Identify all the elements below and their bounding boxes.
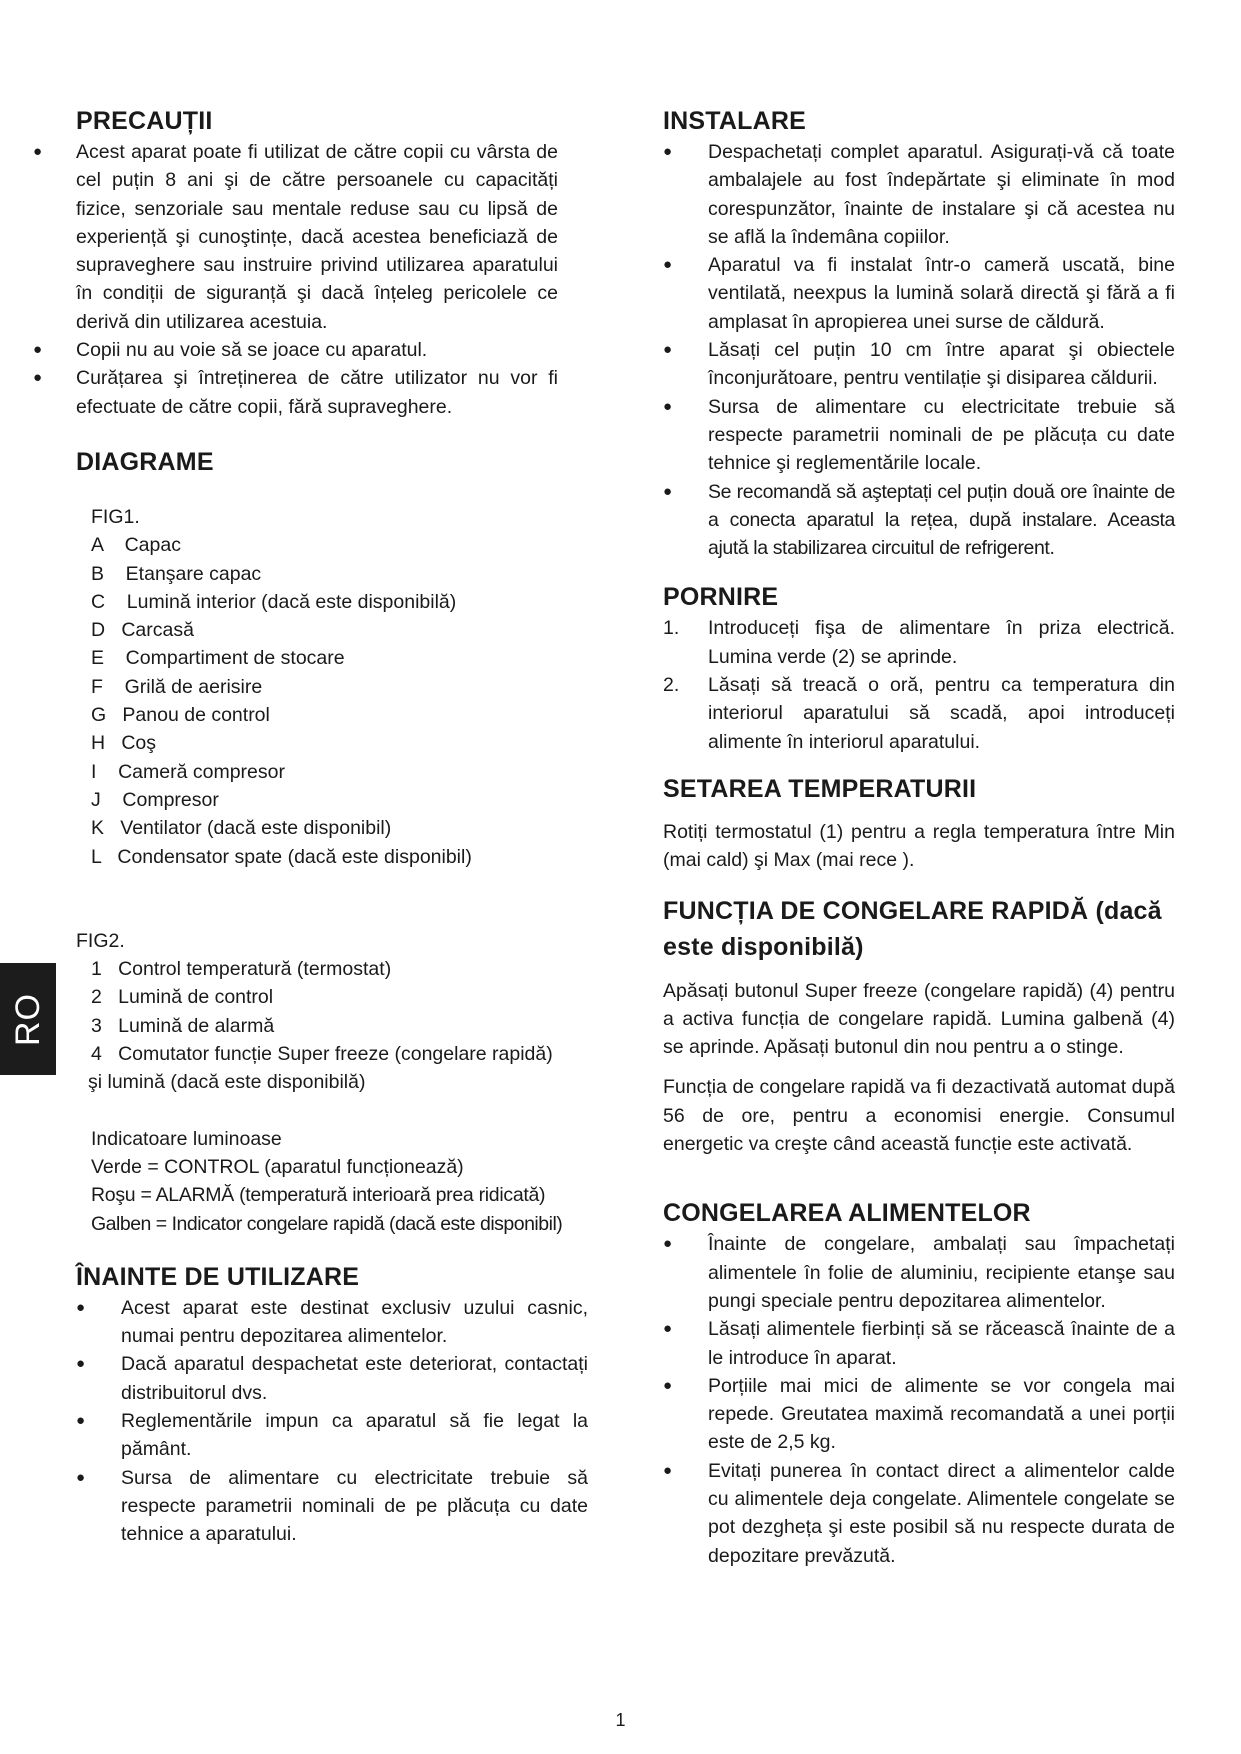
temperature-heading: SETAREA TEMPERATURII [663,774,977,803]
step-number: 1. [663,617,680,640]
legend-item: E Compartiment de stocare [91,647,345,670]
list-item: ● Evitați punerea în contact direct a alimentelor calde cu alimentele deja congelate. Alimentele congelate se pot dezgheța şi este posibil să nu respecte durata de depozitare prevăzută. [663,1457,1175,1570]
legend-item: H Coş [91,732,157,755]
freezing-heading: CONGELAREA ALIMENTELOR [663,1199,1031,1228]
list-item: ● Acest aparat poate fi utilizat de către copii cu vârsta de cel puțin 8 ani şi de către persoanele cu capacități fizice, senzoriale sau mentale reduse sau cu lipsă de experiență şi cunoştințe, dacă acestea beneficiază de supraveghere sau instruire privind utilizarea aparatului în condiții de siguranță şi dacă înțeleg pericolele ce derivă din utilizarea acestuia. [76,138,558,336]
page-number: 1 [615,1710,626,1730]
left-column [76,104,591,1548]
start-heading: PORNIRE [663,583,779,612]
freezing-list [663,1230,1175,1570]
step-text: Introduceți fişa de alimentare în priza electrică. Lumina verde (2) se aprinde. [708,617,1175,668]
fig2-legend [76,927,591,1097]
list-item: ● Se recomandă să aşteptați cel puțin două ore înainte de a conecta aparatul la rețea, după instalare. Aceasta ajută la stabilizarea circuitul de refrigerent. [663,478,1175,563]
fast-freeze-text: Apăsați butonul Super freeze (congelare rapidă) (4) pentru a activa funcția de congelare rapidă. Lumina galbenă (4) se aprinde. Apăsați butonul din nou pentru a o stinge. [663,979,1175,1059]
before-use-heading: ÎNAINTE DE UTILIZARE [76,1262,360,1291]
legend-item: K Ventilator (dacă este disponibil) [91,817,392,840]
legend-item: 1 Control temperatură (termostat) [91,958,392,981]
legend-item: G Panou de control [91,704,270,727]
language-code: RO [8,992,47,1046]
list-item: ● Reglementările impun ca aparatul să fie legat la pământ. [76,1407,588,1464]
indicator-lights [91,1125,591,1238]
legend-item: L Condensator spate (dacă este disponibil) [91,845,472,868]
list-item: ● Lăsați alimentele fierbinți să se răcească înainte de a le introduce în aparat. [663,1315,1175,1372]
before-use-list [76,1294,588,1549]
temperature-text: Rotiți termostatul (1) pentru a regla temperatura între Min (mai cald) şi Max (mai rece ). [663,820,1175,872]
indicator-title: Indicatoare luminoase [91,1127,282,1150]
list-item: ● Înainte de congelare, ambalați sau împachetați alimentele în folie de aluminiu, recipiente etanşe sau pungi speciale pentru depozitarea alimentelor. [663,1230,1175,1315]
legend-item: D Carcasă [91,619,194,642]
list-item: ● Dacă aparatul despachetat este deteriorat, contactați distribuitorul dvs. [76,1350,588,1407]
list-item: ● Porțiile mai mici de alimente se vor congela mai repede. Greutatea maximă recomandată a unei porții este de 2,5 kg. [663,1372,1175,1457]
start-steps [663,614,1175,755]
legend-item: 3 Lumină de alarmă [91,1014,275,1037]
precautions-heading: PRECAUȚII [76,107,213,135]
legend-item: F Grilă de aerisire [91,675,263,698]
fig1-legend [91,503,591,871]
list-item: ● Acest aparat este destinat exclusiv uzului casnic, numai pentru depozitarea alimentelor. [76,1294,588,1351]
fig1-title: FIG1. [91,505,140,528]
language-tab [0,963,56,1075]
fast-freeze-heading: FUNCȚIA DE CONGELARE RAPIDĂ (dacă este disponibilă) [663,896,1162,961]
list-item: ● Curățarea şi întreținerea de către utilizator nu vor fi efectuate de către copii, fără supraveghere. [76,364,558,421]
list-item: ● Aparatul va fi instalat într-o cameră uscată, bine ventilată, neexpus la lumină solară directă şi fără a fi amplasat în apropierea unei surse de căldură. [663,251,1175,336]
legend-item: J Compresor [91,788,219,811]
list-item: ● Sursa de alimentare cu electricitate trebuie să respecte parametrii nominali de pe plăcuța cu date tehnice a aparatului. [76,1464,588,1549]
step-item [663,614,1175,671]
legend-item: I Cameră compresor [91,760,285,783]
list-item: ● Sursa de alimentare cu electricitate trebuie să respecte parametrii nominali de pe plăcuța cu date tehnice şi reglementările locale. [663,393,1175,478]
legend-item: B Etanşare capac [91,562,262,585]
installation-list [663,138,1175,562]
legend-item: 2 Lumină de control [91,986,274,1009]
fig2-title: FIG2. [76,929,125,952]
list-item: ● Despachetați complet aparatul. Asigurați-vă că toate ambalajele au fost îndepărtate şi eliminate în mod corespunzător, înainte de instalare şi că acestea nu se află la îndemâna copiilor. [663,138,1175,251]
precautions-list [76,138,558,421]
right-column [663,104,1175,1570]
diagrams-heading: DIAGRAME [76,447,214,476]
step-text: Lăsați să treacă o oră, pentru ca temperatura din interiorul aparatului să scadă, apoi introduceți alimente în interiorul aparatului. [708,674,1175,753]
step-item [663,671,1175,756]
fast-freeze-auto-off-text: Funcția de congelare rapidă va fi dezactivată automat după 56 de ore, pentru a economisi energie. Consumul energetic va creşte când această funcție este activată. [663,1076,1175,1156]
legend-item: C Lumină interior (dacă este disponibilă) [91,590,457,613]
legend-item: 4 Comutator funcție Super freeze (congelare rapidă) [91,1043,553,1066]
legend-item: şi lumină (dacă este disponibilă) [88,1071,366,1094]
indicator-item: Verde = CONTROL (aparatul funcționează) [91,1155,464,1178]
installation-heading: INSTALARE [663,107,806,135]
indicator-item: Galben = Indicator congelare rapidă (dacă este disponibil) [91,1212,563,1235]
list-item: ● Lăsați cel puțin 10 cm între aparat şi obiectele înconjurătoare, pentru ventilație şi disiparea căldurii. [663,336,1175,393]
step-number: 2. [663,674,680,697]
indicator-item: Roşu = ALARMĂ (temperatură interioară prea ridicată) [91,1184,546,1207]
list-item: ● Copii nu au voie să se joace cu aparatul. [76,336,558,364]
legend-item: A Capac [91,534,181,557]
